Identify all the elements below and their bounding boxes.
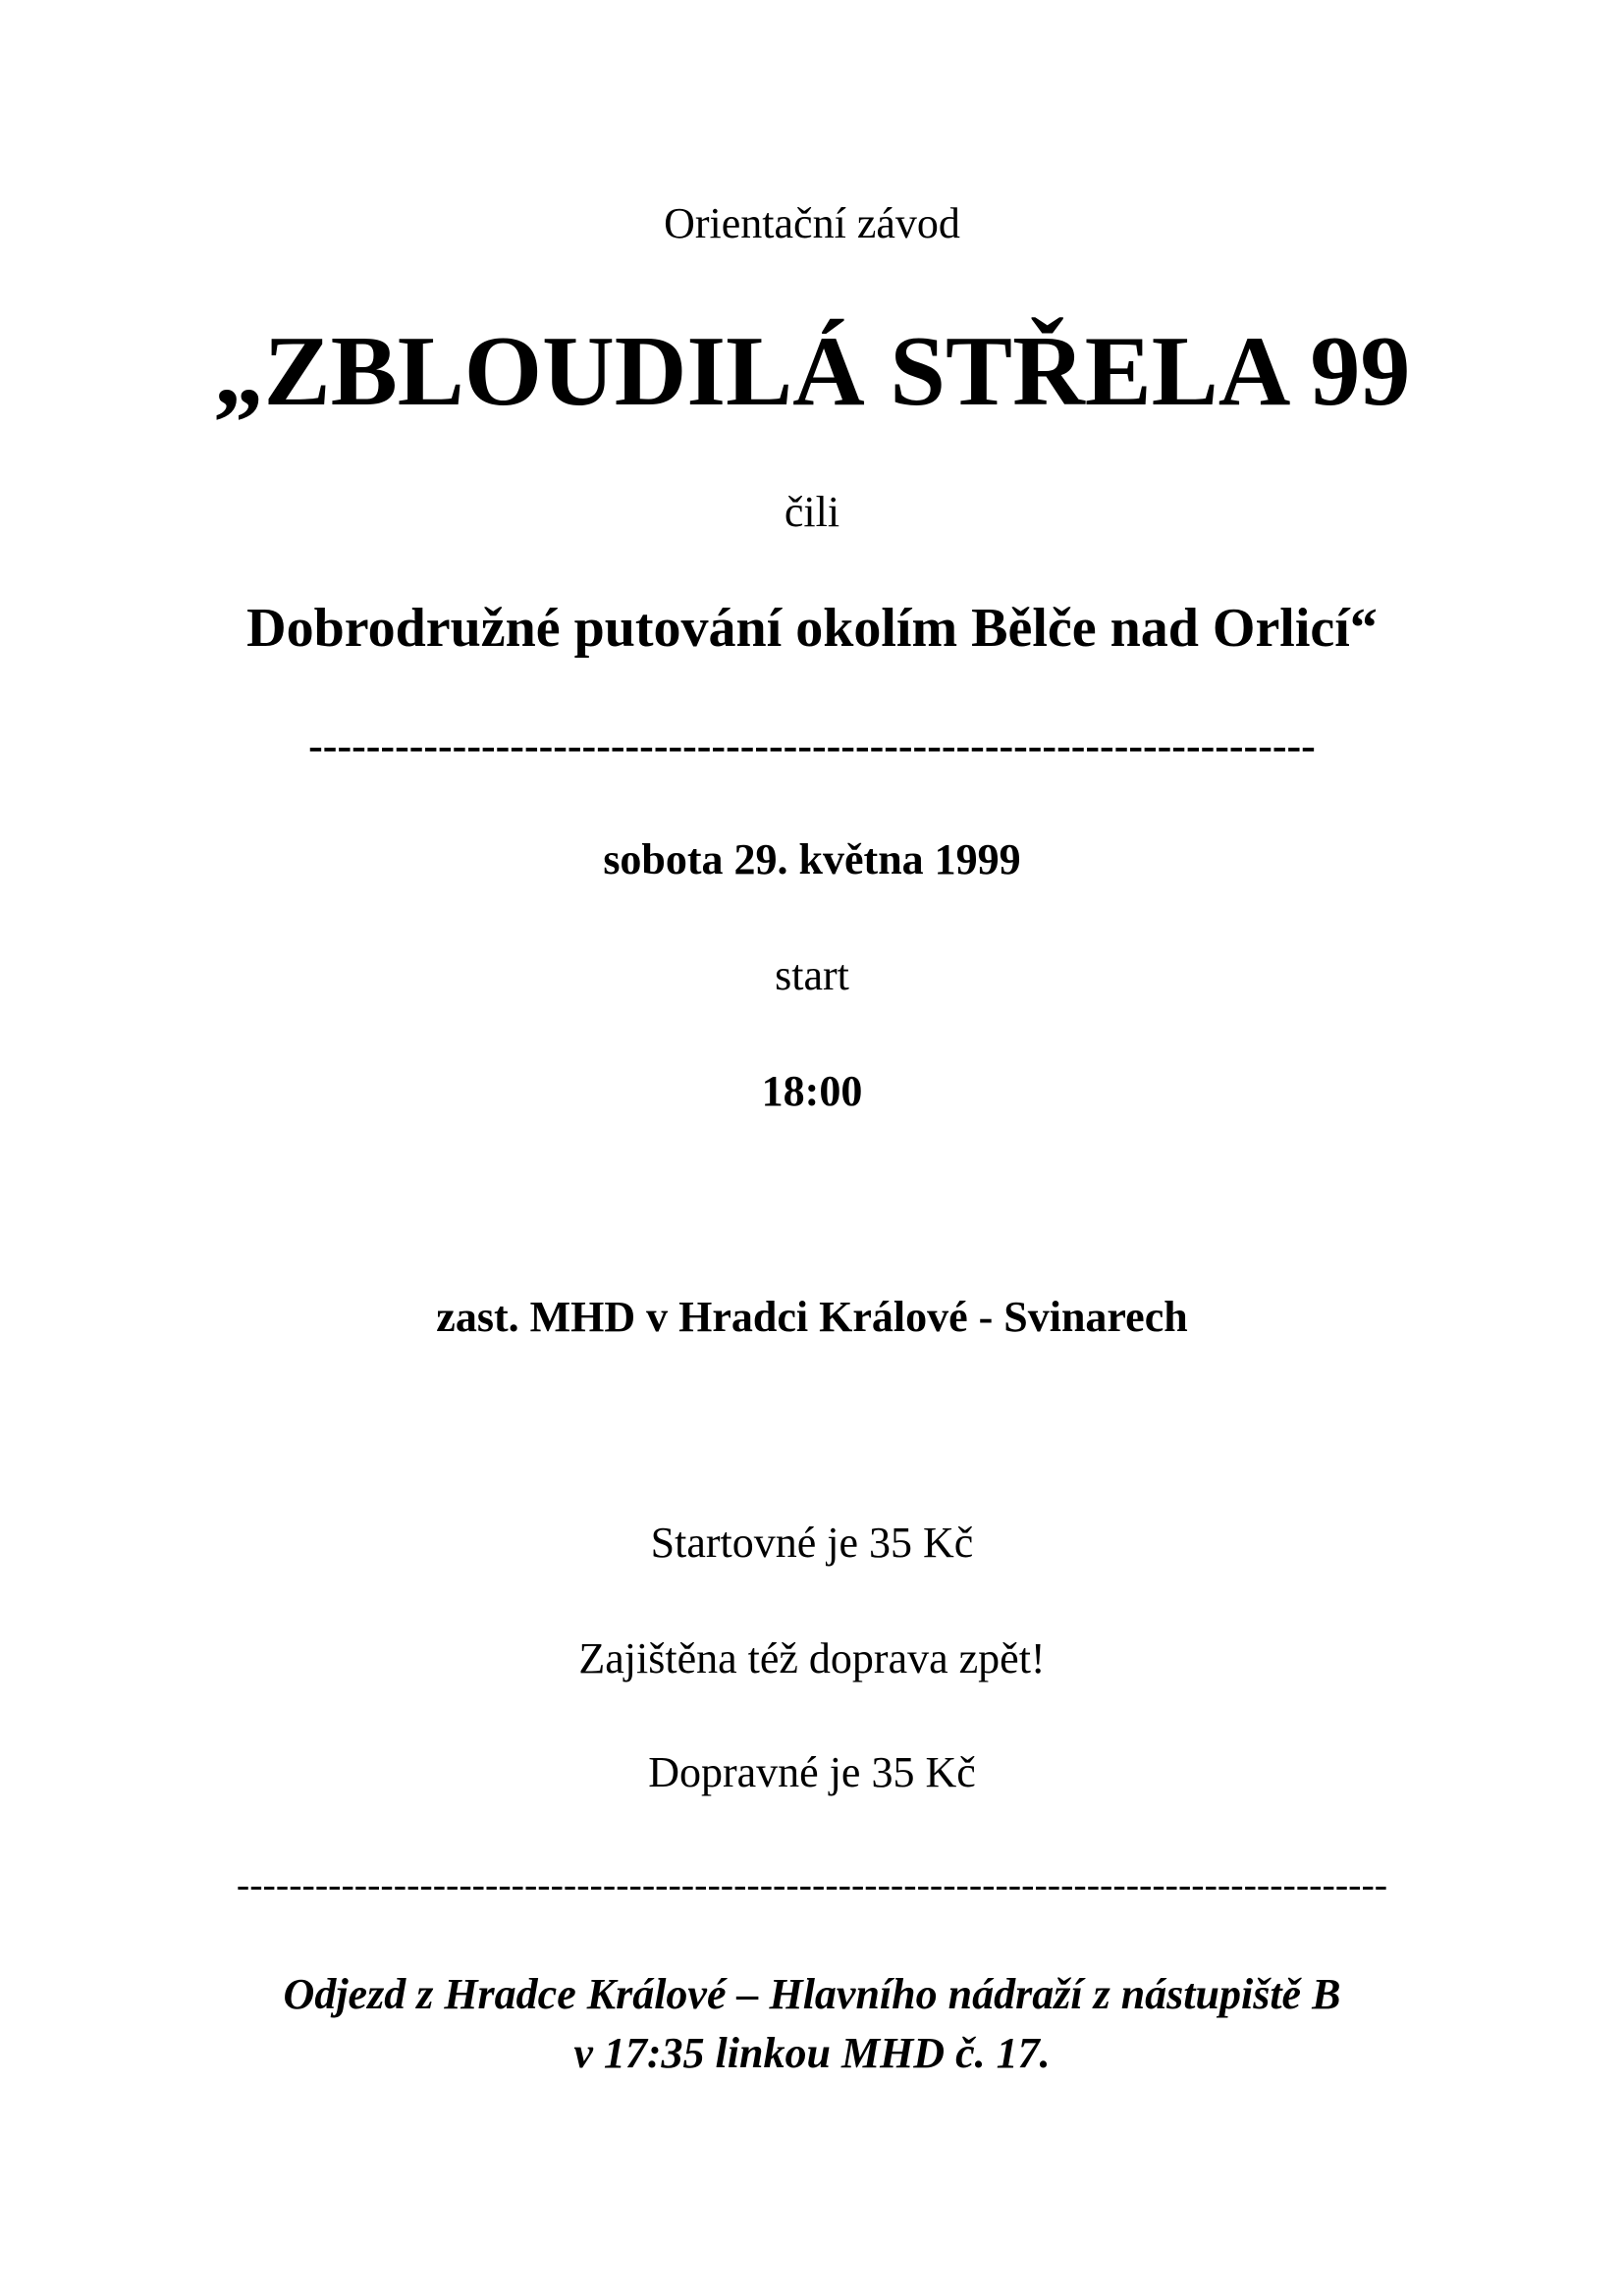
start-time: 18:00 (761, 1067, 863, 1115)
departure-info-line-1: Odjezd z Hradce Králové – Hlavního nádraží z nástupiště B (283, 1970, 1341, 2018)
entry-fee: Startovné je 35 Kč (650, 1519, 974, 1567)
connector-word: čili (784, 488, 840, 536)
event-type-heading: Orientační závod (664, 199, 960, 247)
departure-info-line-2: v 17:35 linkou MHD č. 17. (573, 2029, 1051, 2077)
event-date: sobota 29. května 1999 (603, 835, 1021, 883)
separator-line-top: ---------------------------------------------------------------------- (308, 721, 1316, 770)
start-location: zast. MHD v Hradci Králové - Svinarech (436, 1293, 1188, 1341)
start-label: start (775, 951, 849, 999)
event-title: „ZBLOUDILÁ STŘELA 99 (213, 316, 1411, 427)
separator-line-bottom: ---------------------------------------------------------------------------------------- (236, 1862, 1388, 1906)
event-subtitle: Dobrodružné putování okolím Bělče nad Orlicí“ (246, 598, 1378, 659)
transport-note: Zajištěna též doprava zpět! (578, 1634, 1046, 1682)
transport-fee: Dopravné je 35 Kč (648, 1748, 976, 1796)
